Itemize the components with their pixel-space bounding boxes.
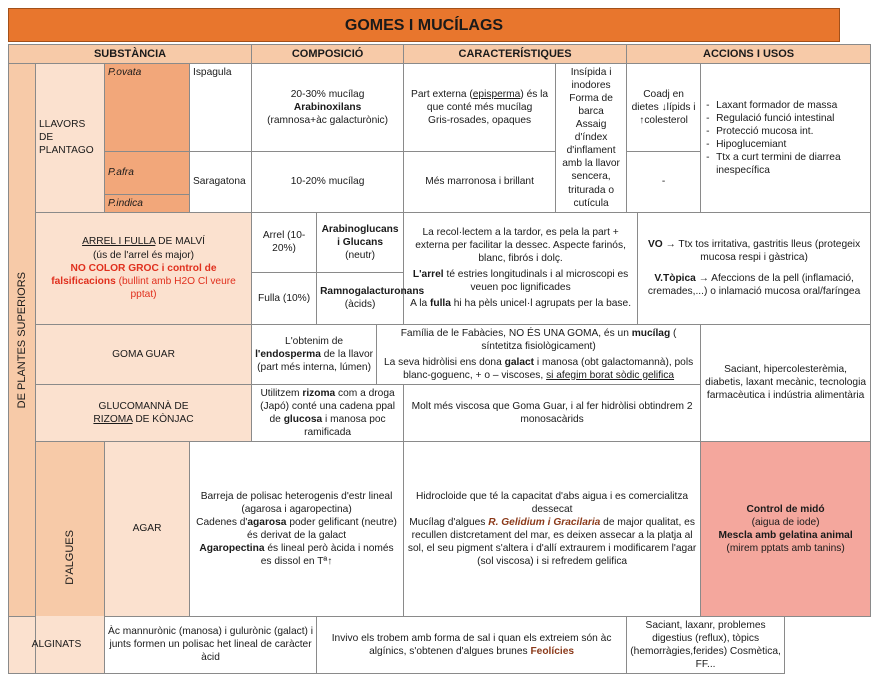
row-agar	[9, 441, 871, 616]
malvi-char: La recol·lectem a la tardor, es pela la part + externa per facilitar la dessec. Aspecte farinós, blanc, fibrós i dolç. L'arrel té estries longitudinals i al microscopi es veuen poc lignificades A la fulla hi ha pèls unicel·l agrupats per la base.	[404, 212, 638, 324]
header-row	[9, 45, 871, 64]
konjac-comp: Utilitzem rizoma com a droga (Japó) conté una cadena ppal de glucosa i manosa poc ramificada	[252, 384, 404, 441]
agar-control: Control de midó (aigua de iode) Mescla amb gelatina animal (mirem pptats amb tanins)	[701, 441, 871, 616]
gums-table	[8, 44, 871, 674]
common-saragatona: Saragatona	[190, 152, 252, 213]
agar-comp: Barreja de polisac heterogenis d'estr lineal (agarosa i agaropectina) Cadenes d'agarosa poder gelificant (neutre) és derivat de la galact Agaropectina és lineal però àcida i només es dissol en Tª↑	[190, 441, 404, 616]
page-title: GOMES I MUCÍLAGS	[8, 8, 840, 42]
konjac-char: Molt més viscosa que Goma Guar, i al fer hidròlisi obtindrem 2 monosacàrids	[404, 384, 701, 441]
guar-name: GOMA GUAR	[36, 324, 252, 384]
konjac-name: GLUCOMANNÀ DE RIZOMA DE KÒNJAC	[36, 384, 252, 441]
group-plantes: DE PLANTES SUPERIORS	[9, 64, 36, 617]
comp-ovata: 20-30% mucílag Arabinoxilans (ramnosa+àc galacturònic)	[252, 64, 404, 152]
diets-ovata: Coadj en dietes ↓lípids i ↑colesterol	[627, 64, 701, 152]
malvi-comp1: Arabinoglucans i Glucans (neutr)	[317, 212, 404, 272]
agar-name: AGAR	[105, 441, 190, 616]
comp-afra: 10-20% mucílag	[252, 152, 404, 213]
char-afra: Més marronosa i brillant	[404, 152, 556, 213]
malvi-fulla: Fulla (10%)	[252, 272, 317, 324]
char-plantago-general: Insípida i inodores Forma de barca Assaig d'índex d'inflament amb la llavor sencera, triturada o cutícula	[556, 64, 627, 213]
species-ovata: P.ovata	[105, 64, 190, 152]
row-alginats	[9, 616, 871, 673]
common-ispagula: Ispagula	[190, 64, 252, 152]
malvi-arrel: Arrel (10-20%)	[252, 212, 317, 272]
plantago-name: LLAVORS DE PLANTAGO	[36, 64, 105, 213]
species-indica: P.indica	[105, 194, 190, 212]
diets-afra: -	[627, 152, 701, 213]
header-caracteristiques: CARACTERÍSTIQUES	[404, 45, 627, 64]
alginats-comp: Àc mannurònic (manosa) i gulurònic (galact) i junts formen un polisac het lineal de caràcter àcid	[105, 616, 317, 673]
alginats-uses: Saciant, laxanr, problemes digestius (reflux), tòpics (hemorràgies,ferides) Cosmètica, FF...	[627, 616, 785, 673]
agar-char: Hidrocloide que té la capacitat d'abs aigua i es comercialitza dessecat Mucílag d'algues R. Gelidium i Gracilaria de major qualitat, es recullen distcretament del mar, es deixen assecar a la platja al sol, el seu pigment s'altera i d'allí extraurem i modificarem l'agar (sol viscosa) i si refredem gelifica	[404, 441, 701, 616]
header-composicio: COMPOSICIÓ	[252, 45, 404, 64]
guar-comp: L'obtenim de l'endosperma de la llavor (part més interna, lúmen)	[252, 324, 377, 384]
uses-plantago: - Laxant formador de massa - Regulació funció intestinal - Protecció mucosa int. - Hipoglucemiant - Ttx a curt termini de diarrea inespecífica	[701, 64, 871, 213]
species-afra: P.afra	[105, 152, 190, 194]
malvi-comp2: Ramnogalacturonans (àcids)	[317, 272, 404, 324]
guar-konjac-uses: Saciant, hipercolesterèmia, diabetis, laxant mecànic, tecnologia farmacèutica i indústria alimentària	[701, 324, 871, 441]
row-plantago-ovata	[9, 64, 871, 152]
alginats-char: Invivo els trobem amb forma de sal i quan els extreiem són àc algínics, s'obtenen d'algues brunes Feolícies	[317, 616, 627, 673]
group-algues: D'ALGUES	[36, 441, 105, 673]
header-accions: ACCIONS I USOS	[627, 45, 871, 64]
row-malvi	[9, 212, 871, 272]
alginats-name: ALGINATS	[9, 616, 105, 673]
row-guar	[9, 324, 871, 384]
header-substancia: SUBSTÀNCIA	[9, 45, 252, 64]
malvi-name: ARREL I FULLA DE MALVÍ (ús de l'arrel és major) NO COLOR GROC i control de falsificacions (bullint amb H2O Cl veure pptat)	[36, 212, 252, 324]
char-ovata: Part externa (episperma) és la que conté més mucílag Gris-rosades, opaques	[404, 64, 556, 152]
guar-char: Família de le Fabàcies, NO ÉS UNA GOMA, és un mucílag ( síntetitza fisiològicament) La seva hidròlisi ens dona galact i manosa (obt galactomannà), pols blanc-goguenc, + o – viscoses, si afegim borat sòdic gelifica	[377, 324, 701, 384]
malvi-uses: VO → Ttx tos irritativa, gastritis lleus (protegeix mucosa respi i gàstrica) V.Tòpica → Afeccions de la pell (inflamació, cremades,...) o inlamació mucosa oral/faríngea	[638, 212, 871, 324]
